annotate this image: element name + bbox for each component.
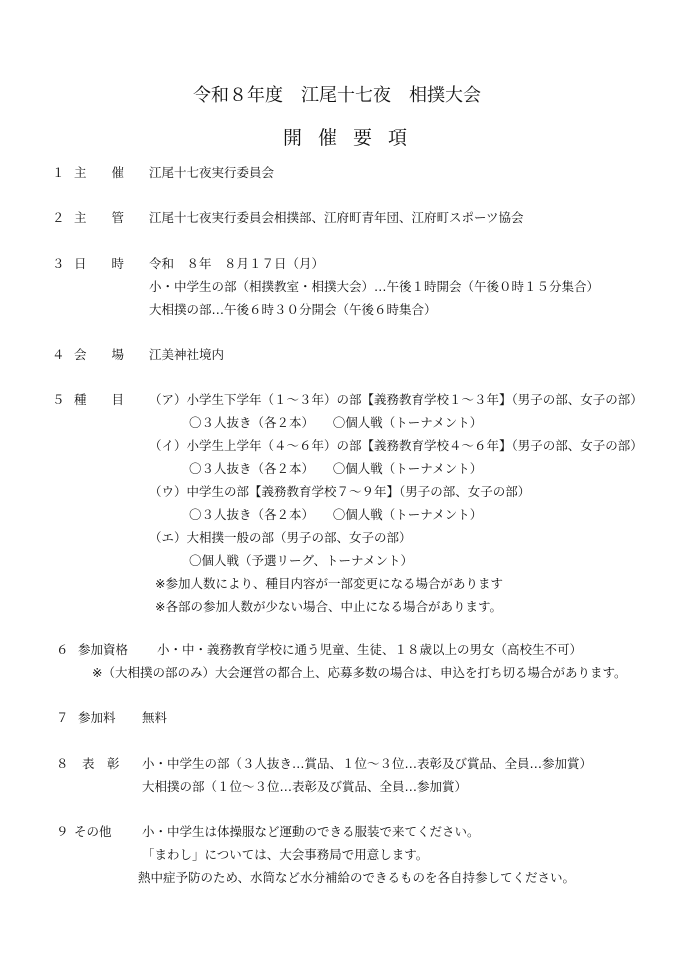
document-title: 令和８年度 江尾十七夜 相撲大会 (193, 85, 481, 106)
section-3-number: ３ (52, 256, 65, 271)
section-7-label: 参加料 (78, 710, 116, 725)
section-5-line: 〇３人抜き（各２本） 〇個人戦（トーナメント） (189, 461, 483, 476)
section-4-text: 江美神社境内 (149, 347, 225, 362)
section-8-label: 表 彰 (82, 756, 120, 771)
section-5-line: （エ）大相撲一般の部（男子の部、女子の部） (149, 530, 412, 545)
section-8-number: ８ (56, 756, 69, 771)
section-6-line: 小・中・義務教育学校に通う児童、生徒、１８歳以上の男女（高校生不可） (157, 642, 583, 657)
section-3-line: 大相撲の部…午後６時３０分開会（午後６時集合） (149, 302, 437, 317)
section-3-line: 令和 ８年 ８月１７日（月） (149, 256, 325, 271)
section-7-text: 無料 (142, 710, 168, 725)
document-subtitle: 開催要項 (283, 127, 424, 149)
section-4-number: ４ (52, 347, 65, 362)
section-3-label: 日 時 (74, 256, 125, 271)
section-2-text: 江尾十七夜実行委員会相撲部、江府町青年団、江府町スポーツ協会 (149, 210, 524, 225)
section-6-note: ※（大相撲の部のみ）大会運営の都合上、応募多数の場合は、申込を打ち切る場合があります。 (92, 665, 627, 680)
section-5-number: ５ (52, 392, 65, 407)
section-5-line: 〇３人抜き（各２本） 〇個人戦（トーナメント） (189, 507, 483, 522)
section-9-line: 「まわし」については、大会事務局で用意します。 (142, 847, 429, 862)
section-7-number: ７ (56, 710, 69, 725)
section-9-line: 小・中学生は体操服など運動のできる服装で来てください。 (142, 824, 480, 839)
section-2-number: ２ (52, 210, 65, 225)
section-5-line: 〇３人抜き（各２本） 〇個人戦（トーナメント） (189, 415, 483, 430)
section-1-number: １ (52, 165, 65, 180)
section-3-line: 小・中学生の部（相撲教室・相撲大会）…午後１時開会（午後０時１５分集合） (149, 279, 600, 294)
section-8-line: 大相撲の部（１位～３位…表彰及び賞品、全員…参加賞） (142, 779, 468, 794)
section-9-line: 熱中症予防のため、水筒など水分補給のできるものを各自持参してください。 (138, 870, 576, 885)
section-5-line: （ア）小学生下学年（１～３年）の部【義務教育学校１～３年】（男子の部、女子の部） (149, 392, 643, 407)
section-2-label: 主 管 (74, 210, 125, 225)
section-5-label: 種 目 (74, 392, 125, 407)
section-5-line: （イ）小学生上学年（４～６年）の部【義務教育学校４～６年】（男子の部、女子の部） (149, 438, 643, 453)
section-9-label: その他 (74, 824, 112, 839)
section-6-label: 参加資格 (78, 642, 129, 657)
section-5-line: （ウ）中学生の部【義務教育学校７～９年】（男子の部、女子の部） (149, 484, 531, 499)
section-5-line: 〇個人戦（予選リーグ、トーナメント） (189, 553, 414, 568)
section-9-number: ９ (56, 824, 69, 839)
section-5-note: ※参加人数により、種目内容が一部変更になる場合があります (155, 576, 503, 591)
section-1-text: 江尾十七夜実行委員会 (149, 165, 275, 180)
section-6-number: ６ (56, 642, 69, 657)
section-4-label: 会 場 (74, 347, 125, 362)
section-1-label: 主 催 (74, 165, 125, 180)
section-5-note: ※各部の参加人数が少ない場合、中止になる場合があります。 (155, 599, 502, 614)
section-8-line: 小・中学生の部（３人抜き…賞品、１位～３位…表彰及び賞品、全員…参加賞） (142, 756, 593, 771)
